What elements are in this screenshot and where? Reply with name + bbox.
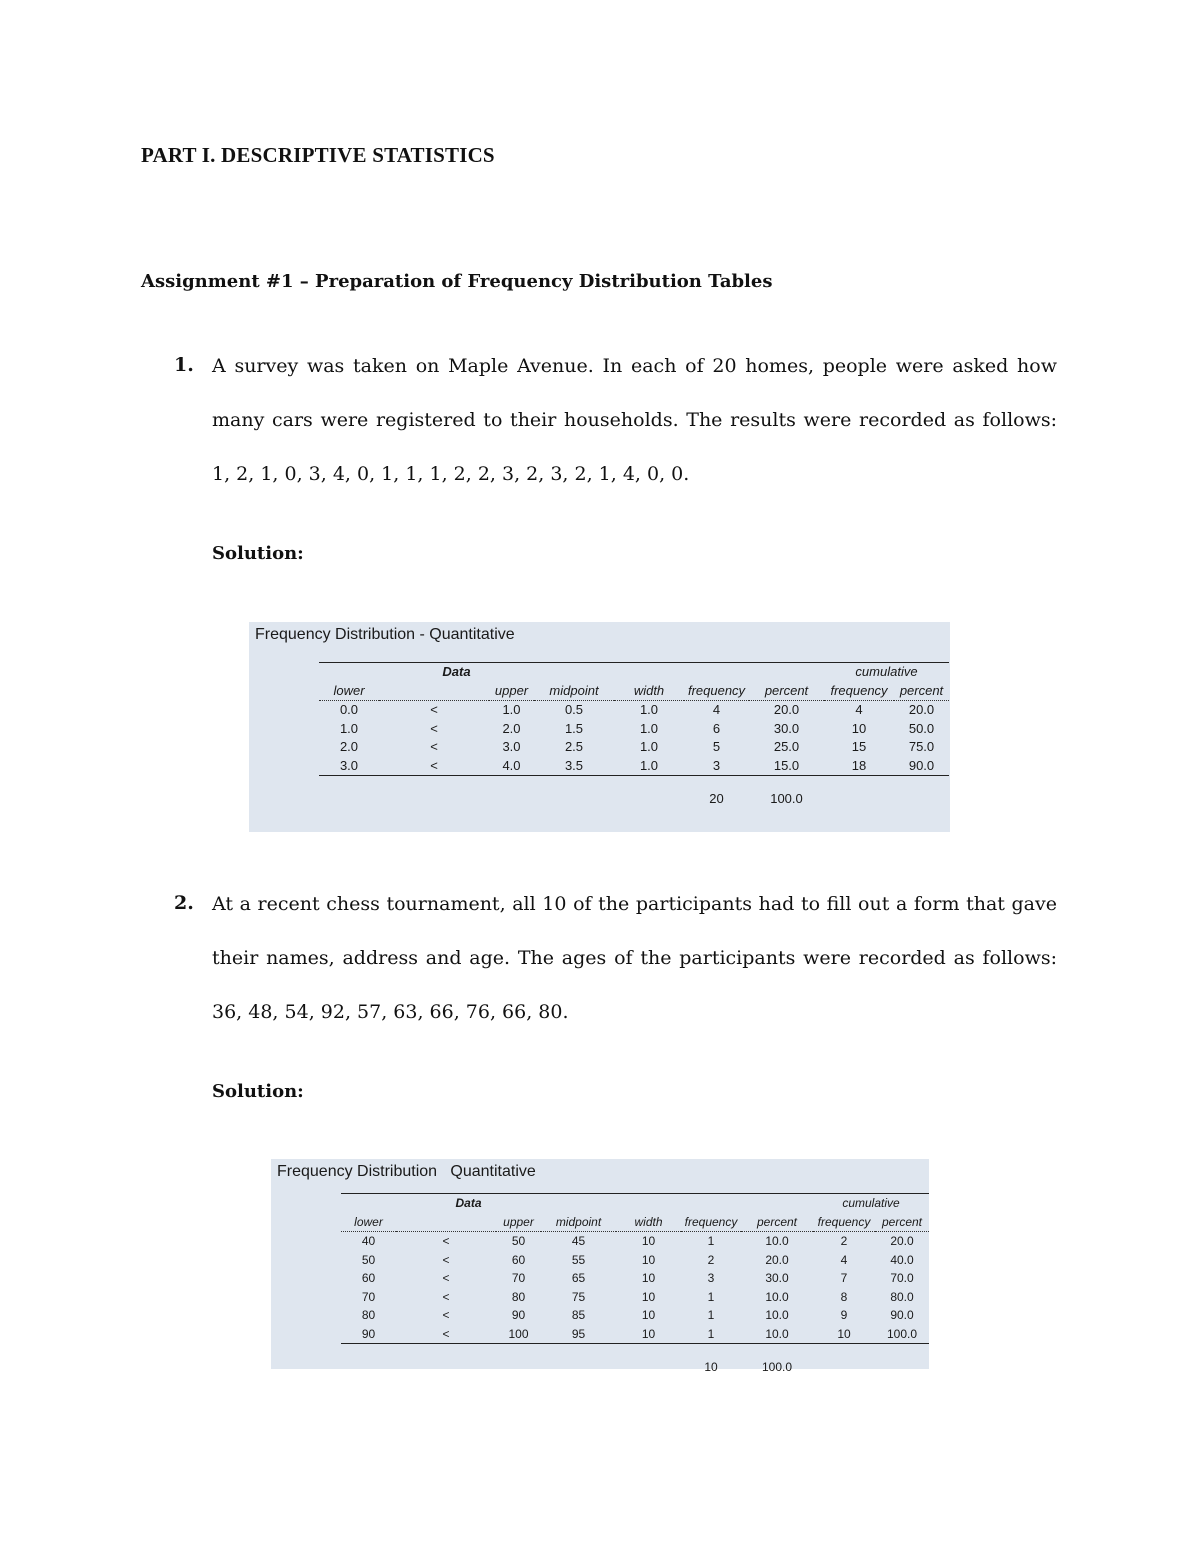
table-cell: 6	[712, 720, 721, 736]
table-2-header: width	[616, 1213, 681, 1232]
table-row	[319, 757, 949, 776]
assignment-heading: Assignment #1 – Preparation of Frequency Distribution Tables	[141, 271, 773, 292]
table-cell: 0.0	[339, 702, 359, 717]
table-2-header: frequency	[813, 1213, 875, 1232]
table-cell: 10	[641, 1271, 656, 1285]
table-cell: 8	[840, 1289, 848, 1304]
table-cell: 90	[341, 1325, 396, 1344]
table-cell: 30.0	[765, 1271, 789, 1285]
table-2-header: lower	[341, 1213, 396, 1232]
frequency-table-1	[319, 662, 949, 809]
table-cell: 50	[361, 1252, 376, 1267]
table-row	[341, 1306, 929, 1325]
question-2-number: 2.	[174, 892, 194, 914]
table-cell: 4.0	[489, 757, 534, 776]
table-cell: 50.0	[908, 720, 935, 736]
table-cell: 18	[824, 757, 894, 776]
table-cell: 60	[361, 1271, 376, 1285]
table-cell: 45	[571, 1234, 586, 1248]
table-cell: 70	[361, 1289, 376, 1304]
table-cell: 2	[707, 1252, 715, 1267]
table-1-header: midpoint	[534, 682, 614, 701]
table-cell: 1.0	[639, 739, 659, 754]
table-cell: 2.5	[564, 739, 584, 754]
table-cell: 3	[684, 757, 749, 776]
table-cell: 1.0	[339, 720, 359, 736]
table-cell: 55	[571, 1252, 586, 1267]
table-cell: <	[442, 1252, 450, 1267]
table-cell: 1.0	[614, 757, 684, 776]
table-cell: 1.0	[639, 702, 659, 717]
table-cell: 2	[840, 1234, 848, 1248]
table-1-total-frequency: 20	[709, 791, 724, 806]
table-cell: 7	[840, 1271, 848, 1285]
table-1-group-label: Data	[379, 663, 534, 682]
table-cell: 10.0	[765, 1289, 789, 1304]
table-cell: <	[379, 757, 489, 776]
table-cell: 10	[641, 1252, 656, 1267]
question-2-text: At a recent chess tournament, all 10 of the participants had to fill out a form that gave their names, address and age. The ages of the participants were recorded as follows: 36, 48, 54, 92, 57, 63, 66, 76, 66, 80.	[212, 893, 1057, 1023]
table-cell: 10	[616, 1325, 681, 1344]
table-cell: 1	[707, 1234, 715, 1248]
table-cell: <	[430, 739, 438, 754]
table-cell: 80	[361, 1308, 376, 1322]
table-2-header: frequency	[681, 1213, 741, 1232]
table-cell: 1.0	[639, 720, 659, 736]
table-cell: 25.0	[773, 739, 800, 754]
question-1-number: 1.	[174, 354, 194, 376]
table-1-header	[379, 682, 489, 701]
table-cell: 100.0	[875, 1325, 929, 1344]
table-cell: 2.0	[502, 720, 521, 736]
table-cell: 10.0	[765, 1308, 789, 1322]
table-cell: 10	[641, 1289, 656, 1304]
table-cell: 90	[511, 1308, 526, 1322]
table-1-cumulative-label: cumulative	[824, 663, 949, 682]
table-2-header: percent	[741, 1213, 813, 1232]
table-cell: 100	[496, 1325, 541, 1344]
table-1-header-row	[319, 682, 949, 701]
table-cell: 70.0	[890, 1271, 914, 1285]
table-cell: 3.0	[319, 757, 379, 776]
table-2-header: upper	[496, 1213, 541, 1232]
table-1-header: width	[614, 682, 684, 701]
table-cell: 40	[361, 1234, 376, 1248]
table-cell: 1.5	[564, 720, 584, 736]
table-1-header: frequency	[684, 682, 749, 701]
table-cell: 10	[641, 1308, 656, 1322]
table-cell: 30.0	[773, 720, 800, 736]
table-cell: <	[430, 720, 438, 736]
table-cell: <	[442, 1289, 450, 1304]
table-cell: 9	[840, 1308, 848, 1322]
table-cell: 80	[511, 1289, 526, 1304]
table-row	[341, 1325, 929, 1344]
table-cell: 20.0	[890, 1234, 914, 1248]
question-1-text: A survey was taken on Maple Avenue. In each of 20 homes, people were asked how many cars were registered to their households. The results were recorded as follows: 1, 2, 1, 0, 3, 4, 0, 1, 1, 1, 2, 2, 3, 2, 3, 2, 1, 4, 0, 0.	[212, 355, 1057, 485]
table-cell: 20.0	[908, 702, 935, 717]
table-cell: 10	[851, 720, 867, 736]
table-cell: <	[442, 1234, 450, 1248]
table-1-header: upper	[489, 682, 534, 701]
table-row	[341, 1232, 929, 1251]
table-2-header: percent	[875, 1213, 929, 1232]
table-cell: 90.0	[890, 1308, 914, 1322]
table-1-total-percent: 100.0	[770, 791, 803, 806]
table-cell: <	[396, 1325, 496, 1344]
table-cell: 60	[511, 1252, 526, 1267]
table-cell: <	[430, 702, 438, 717]
table-1-header: frequency	[824, 682, 894, 701]
table-1-header: lower	[319, 682, 379, 701]
question-2-solution-label: Solution:	[212, 1081, 304, 1102]
table-cell: 75.0	[908, 739, 935, 754]
frequency-table-2	[341, 1193, 929, 1377]
table-1-total-row	[319, 790, 949, 809]
table-row	[341, 1269, 929, 1288]
table-cell: 3.5	[534, 757, 614, 776]
table-row	[319, 701, 949, 720]
frequency-table-2-title: Frequency Distribution Quantitative	[277, 1163, 536, 1180]
table-cell: 70	[511, 1271, 526, 1285]
table-1-header: percent	[749, 682, 824, 701]
table-row	[341, 1288, 929, 1307]
table-cell: 4	[840, 1252, 848, 1267]
part-heading: PART I. DESCRIPTIVE STATISTICS	[141, 143, 495, 167]
table-cell: 20.0	[773, 702, 800, 717]
table-cell: 1.0	[502, 702, 521, 717]
table-2-header	[396, 1213, 496, 1232]
table-cell: 3.0	[502, 739, 521, 754]
table-cell: 4	[712, 702, 721, 717]
table-cell: 10	[813, 1325, 875, 1344]
table-cell: 90.0	[894, 757, 949, 776]
table-cell: <	[442, 1271, 450, 1285]
table-2-total-frequency: 10	[704, 1360, 718, 1374]
table-cell: 50	[511, 1234, 526, 1248]
table-cell: 20.0	[765, 1252, 789, 1267]
table-cell: 3	[707, 1271, 715, 1285]
table-cell: 95	[541, 1325, 616, 1344]
table-cell: 5	[712, 739, 721, 754]
table-2-total-row	[341, 1358, 929, 1377]
table-cell: 15	[851, 739, 867, 754]
table-2-group-label: Data	[396, 1194, 541, 1213]
frequency-table-1-title: Frequency Distribution - Quantitative	[255, 626, 515, 643]
table-cell: 1	[707, 1308, 715, 1322]
table-1-header: percent	[894, 682, 949, 701]
frequency-table-1-panel	[249, 622, 950, 832]
table-cell: 85	[571, 1308, 586, 1322]
table-cell: 65	[571, 1271, 586, 1285]
table-cell: 4	[855, 702, 863, 717]
table-cell: 0.5	[564, 702, 584, 717]
table-2-header-row	[341, 1213, 929, 1232]
table-cell: 10.0	[741, 1325, 813, 1344]
table-cell: 2.0	[339, 739, 359, 754]
table-row	[319, 738, 949, 757]
table-2-total-percent: 100.0	[761, 1360, 793, 1374]
frequency-table-2-panel	[271, 1159, 929, 1374]
table-row	[319, 720, 949, 739]
table-2-header: midpoint	[541, 1213, 616, 1232]
table-cell: <	[442, 1308, 450, 1322]
table-cell: 1	[681, 1325, 741, 1344]
table-cell: 40.0	[890, 1252, 914, 1267]
table-row	[341, 1251, 929, 1270]
table-cell: 10.0	[765, 1234, 789, 1248]
table-cell: 80.0	[890, 1289, 914, 1304]
table-cell: 75	[571, 1289, 586, 1304]
question-1-solution-label: Solution:	[212, 543, 304, 564]
table-cell: 10	[641, 1234, 656, 1248]
table-2-cumulative-label: cumulative	[813, 1194, 929, 1213]
table-cell: 15.0	[749, 757, 824, 776]
table-cell: 1	[707, 1289, 715, 1304]
